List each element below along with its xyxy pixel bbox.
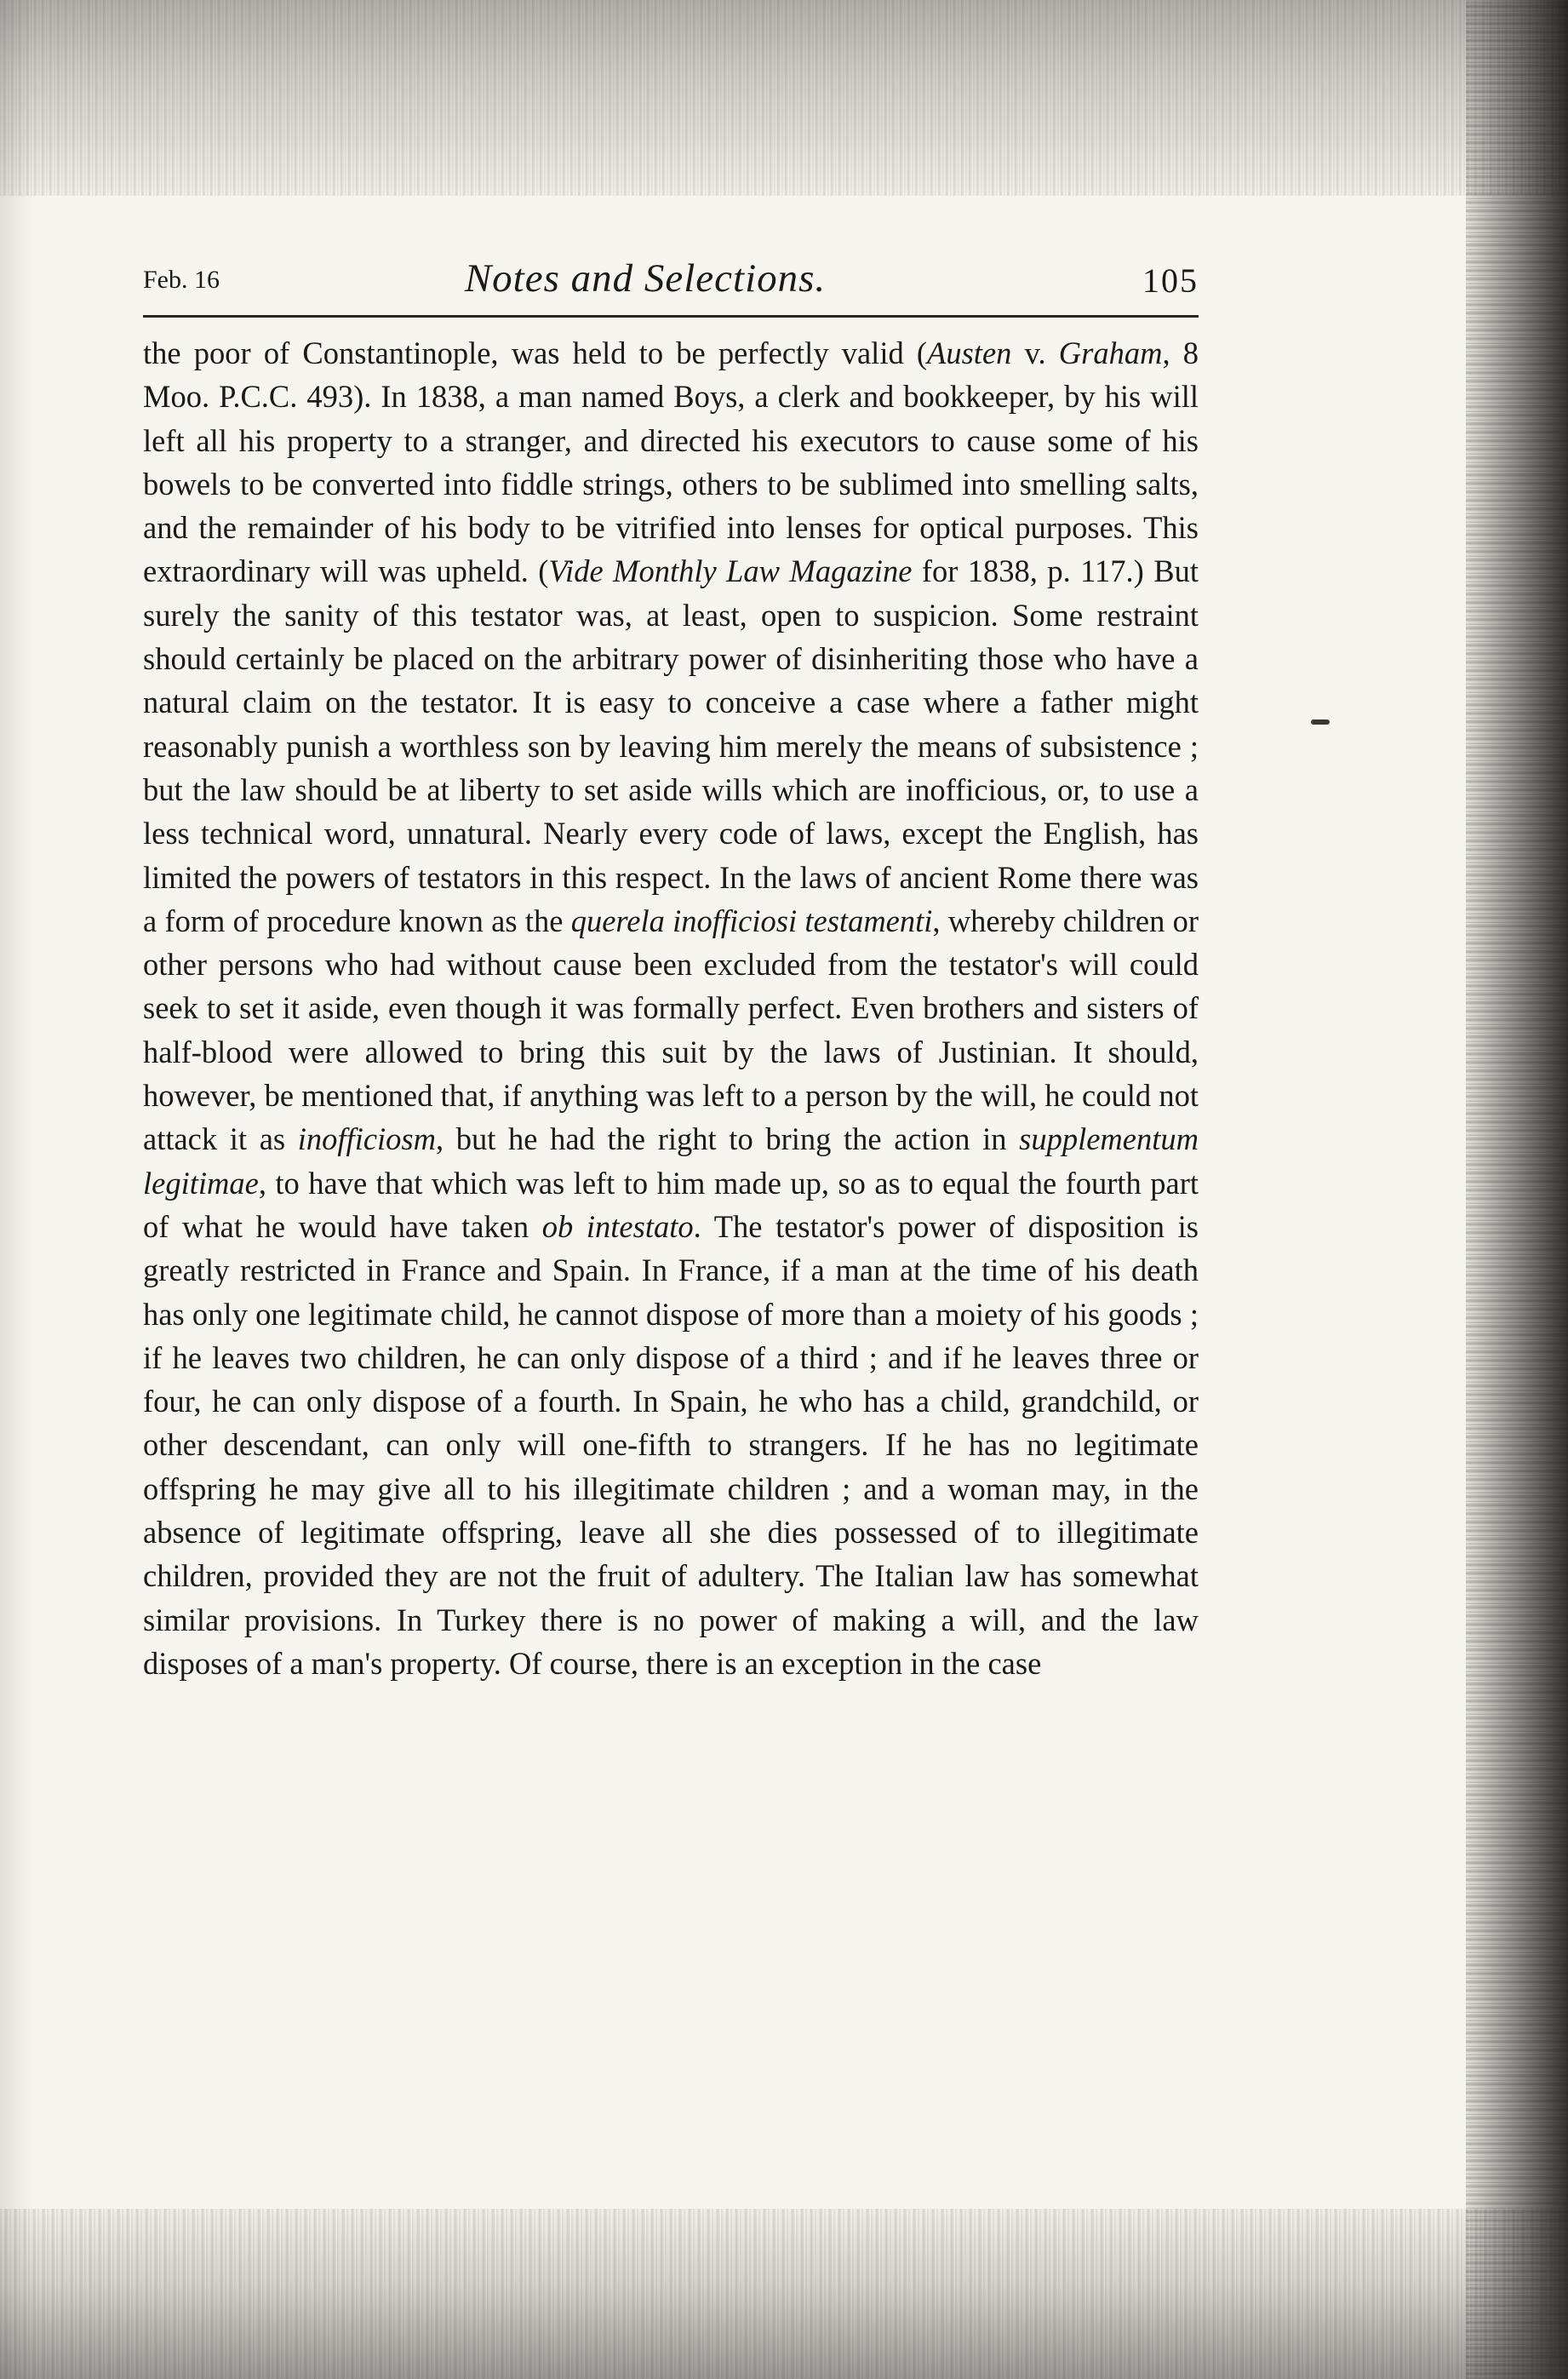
page-number: 105 bbox=[1142, 261, 1199, 300]
italic-run: Graham bbox=[1058, 335, 1163, 370]
book-page bbox=[143, 255, 1199, 1685]
text-run: v. bbox=[1011, 335, 1059, 370]
running-head bbox=[143, 255, 1199, 315]
text-run: for 1838, p. 117.) But surely the sanity of this testator was, at least, open to suspicion. Some restraint should certainly be placed on the arbitrary power of disinheriting those who have a natural claim on the testator. It is easy to conceive a case where a father might reasonably punish a worthless son by leaving him merely the means of subsistence ; but the law should be at liberty to set aside wills which are inofficious, or, to use a less technical word, unnatural. Nearly every code of laws, except the English, has limited the powers of testators in this respect. In the laws of ancient Rome there was a form of procedure known as the bbox=[143, 553, 1199, 938]
scan-edge-right bbox=[1466, 0, 1568, 2379]
ink-smudge bbox=[1311, 719, 1330, 725]
scan-shadow-left bbox=[0, 0, 34, 2379]
text-run: the poor of Constantinople, was held to be perfectly valid ( bbox=[143, 335, 928, 370]
body-paragraph bbox=[143, 331, 1199, 1685]
italic-run: inofficiosm bbox=[297, 1121, 436, 1157]
italic-run: ob intestato bbox=[541, 1208, 694, 1244]
italic-run: supplementum legitimae bbox=[143, 1121, 1199, 1201]
scan-noise-bottom bbox=[0, 2209, 1568, 2379]
header-rule bbox=[143, 315, 1199, 318]
italic-run: Austen bbox=[927, 335, 1012, 370]
text-run: , but he had the right to bring the action in bbox=[435, 1121, 1020, 1157]
running-head-date: Feb. 16 bbox=[143, 266, 220, 294]
italic-run: querela inofficiosi testamenti bbox=[570, 903, 933, 938]
running-head-title: Notes and Selections. bbox=[464, 256, 827, 301]
text-run: , 8 Moo. P.C.C. 493). In 1838, a man named Boys, a clerk and bookkeeper, by his will left all his property to a stranger, and directed his executors to cause some of his bowels to be converted into fiddle strings, others to be sublimed into smelling salts, and the remainder of his body to be vitrified into lenses for optical purposes. This extraordinary will was upheld. ( bbox=[143, 335, 1199, 589]
scan-noise-top bbox=[0, 0, 1568, 196]
text-run: , to have that which was left to him made up, so as to equal the fourth part of what he would have taken bbox=[143, 1165, 1199, 1244]
italic-run: Vide Monthly Law Magazine bbox=[548, 553, 913, 589]
text-run: , whereby children or other persons who had without cause been excluded from the testator's will could seek to set it aside, even though it was formally perfect. Even brothers and sisters of half-blood were allowed to bring this suit by the laws of Justinian. It should, however, be mentioned that, if anything was left to a person by the will, he could not attack it as bbox=[143, 903, 1199, 1157]
text-run: . The testator's power of disposition is greatly restricted in France and Spain. In France, if a man at the time of his death has only one legitimate child, he cannot dispose of more than a moiety of his goods ; if he leaves two children, he can only dispose of a third ; and if he leaves three or four, he can only dispose of a fourth. In Spain, he who has a child, grandchild, or other descendant, can only will one-fifth to strangers. If he has no legitimate offspring he may give all to his illegitimate children ; and a woman may, in the absence of legitimate offspring, leave all she dies possessed of to illegitimate children, provided they are not the fruit of adultery. The Italian law has somewhat similar provisions. In Turkey there is no power of making a will, and the law disposes of a man's property. Of course, there is an exception in the case bbox=[143, 1208, 1199, 1681]
